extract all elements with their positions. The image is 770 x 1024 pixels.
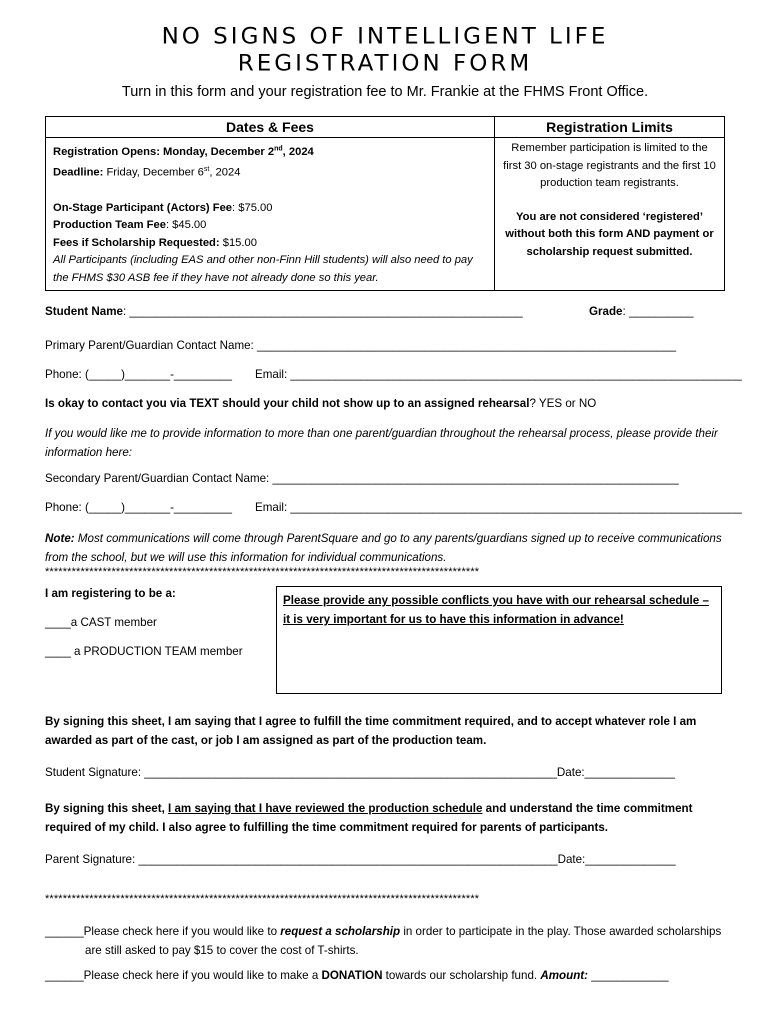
- production-team-checkbox[interactable]: ____ a PRODUCTION TEAM member: [45, 645, 243, 658]
- participation-limit-text: Remember participation is limited to the first 30 on-stage registrants and the first 10 production team registrants.: [503, 142, 716, 190]
- registration-opens: Registration Opens: Monday, December 2nd, 2024: [53, 145, 314, 158]
- dates-fees-table: [45, 116, 725, 291]
- secondary-contact-field[interactable]: Secondary Parent/Guardian Contact Name: _______________________________________________________________: [45, 472, 679, 485]
- registration-deadline: Deadline: Friday, December 6st, 2024: [53, 166, 241, 180]
- dates-fees-cell: [46, 138, 495, 291]
- communications-note: Note: Most communications will come through ParentSquare and go to any parents/guardians signed up to receive communications from the school, but we will use this information for individual communications.: [45, 532, 722, 564]
- production-fee: Production Team Fee: $45.00: [53, 219, 207, 232]
- text-contact-question[interactable]: Is okay to contact you via TEXT should your child not show up to an assigned rehearsal? YES or NO: [45, 397, 597, 410]
- student-name-field[interactable]: Student Name: _____________________________________________________________: [45, 305, 523, 318]
- dates-fees-header: Dates & Fees: [46, 117, 495, 138]
- additional-guardian-note: If you would like me to provide information to more than one parent/guardian throughout the rehearsal process, please provide their information here:: [45, 427, 718, 459]
- asb-fee-note: All Participants (including EAS and other non-Finn Hill students) will also need to pay the FHMS $30 ASB fee if they have not already done so this year.: [53, 254, 473, 285]
- student-signature-line[interactable]: Student Signature: ________________________________________________________________Date:______________: [45, 766, 675, 779]
- form-title-line2: REGISTRATION FORM: [237, 51, 533, 77]
- email-field-2[interactable]: Email: ______________________________________________________________________: [255, 501, 742, 514]
- scholarship-fee: Fees if Scholarship Requested: $15.00: [53, 236, 257, 249]
- conflicts-box[interactable]: Please provide any possible conflicts you have with our rehearsal schedule – it is very important for us to have this information in advance!: [276, 586, 722, 694]
- student-agreement: By signing this sheet, I am saying that I agree to fulfill the time commitment required, and to accept whatever role I am awarded as part of the cast, or job I am assigned as part of the production team.: [45, 715, 697, 747]
- parent-agreement: By signing this sheet, I am saying that I have reviewed the production schedule and understand the time commitment required of my child. I also agree to fulfilling the time commitment required for parents of participants.: [45, 802, 693, 834]
- scholarship-request[interactable]: ______Please check here if you would like to request a scholarship in order to participate in the play. Those awarded scholarships are still asked to pay $15 to cover the cost of T-shirts.: [45, 925, 722, 957]
- email-field-1[interactable]: Email: ______________________________________________________________________: [255, 368, 742, 381]
- onstage-fee: On-Stage Participant (Actors) Fee: $75.00: [53, 201, 273, 214]
- not-registered-warning: You are not considered ‘registered’ without both this form AND payment or scholarship request submitted.: [505, 210, 714, 258]
- section-divider-1: **************************************************************************************************: [45, 566, 480, 578]
- grade-field[interactable]: Grade: __________: [589, 305, 694, 318]
- primary-contact-field[interactable]: Primary Parent/Guardian Contact Name: _________________________________________________________________: [45, 339, 677, 352]
- form-title-line1: NO SIGNS OF INTELLIGENT LIFE: [161, 24, 609, 50]
- registering-heading: I am registering to be a:: [45, 587, 176, 600]
- registration-limits-cell: [495, 138, 725, 291]
- phone-field-1[interactable]: Phone: (_____)_______-_________: [45, 368, 232, 381]
- donation-request[interactable]: ______Please check here if you would like to make a DONATION towards our scholarship fund. Amount: ____________: [45, 969, 669, 982]
- section-divider-2: **************************************************************************************************: [45, 893, 480, 905]
- parent-signature-line[interactable]: Parent Signature: _________________________________________________________________Date:______________: [45, 853, 676, 866]
- cast-member-checkbox[interactable]: ____a CAST member: [45, 616, 157, 629]
- phone-field-2[interactable]: Phone: (_____)_______-_________: [45, 501, 232, 514]
- form-subtitle: Turn in this form and your registration fee to Mr. Frankie at the FHMS Front Office.: [121, 84, 649, 100]
- registration-limits-header: Registration Limits: [495, 117, 725, 138]
